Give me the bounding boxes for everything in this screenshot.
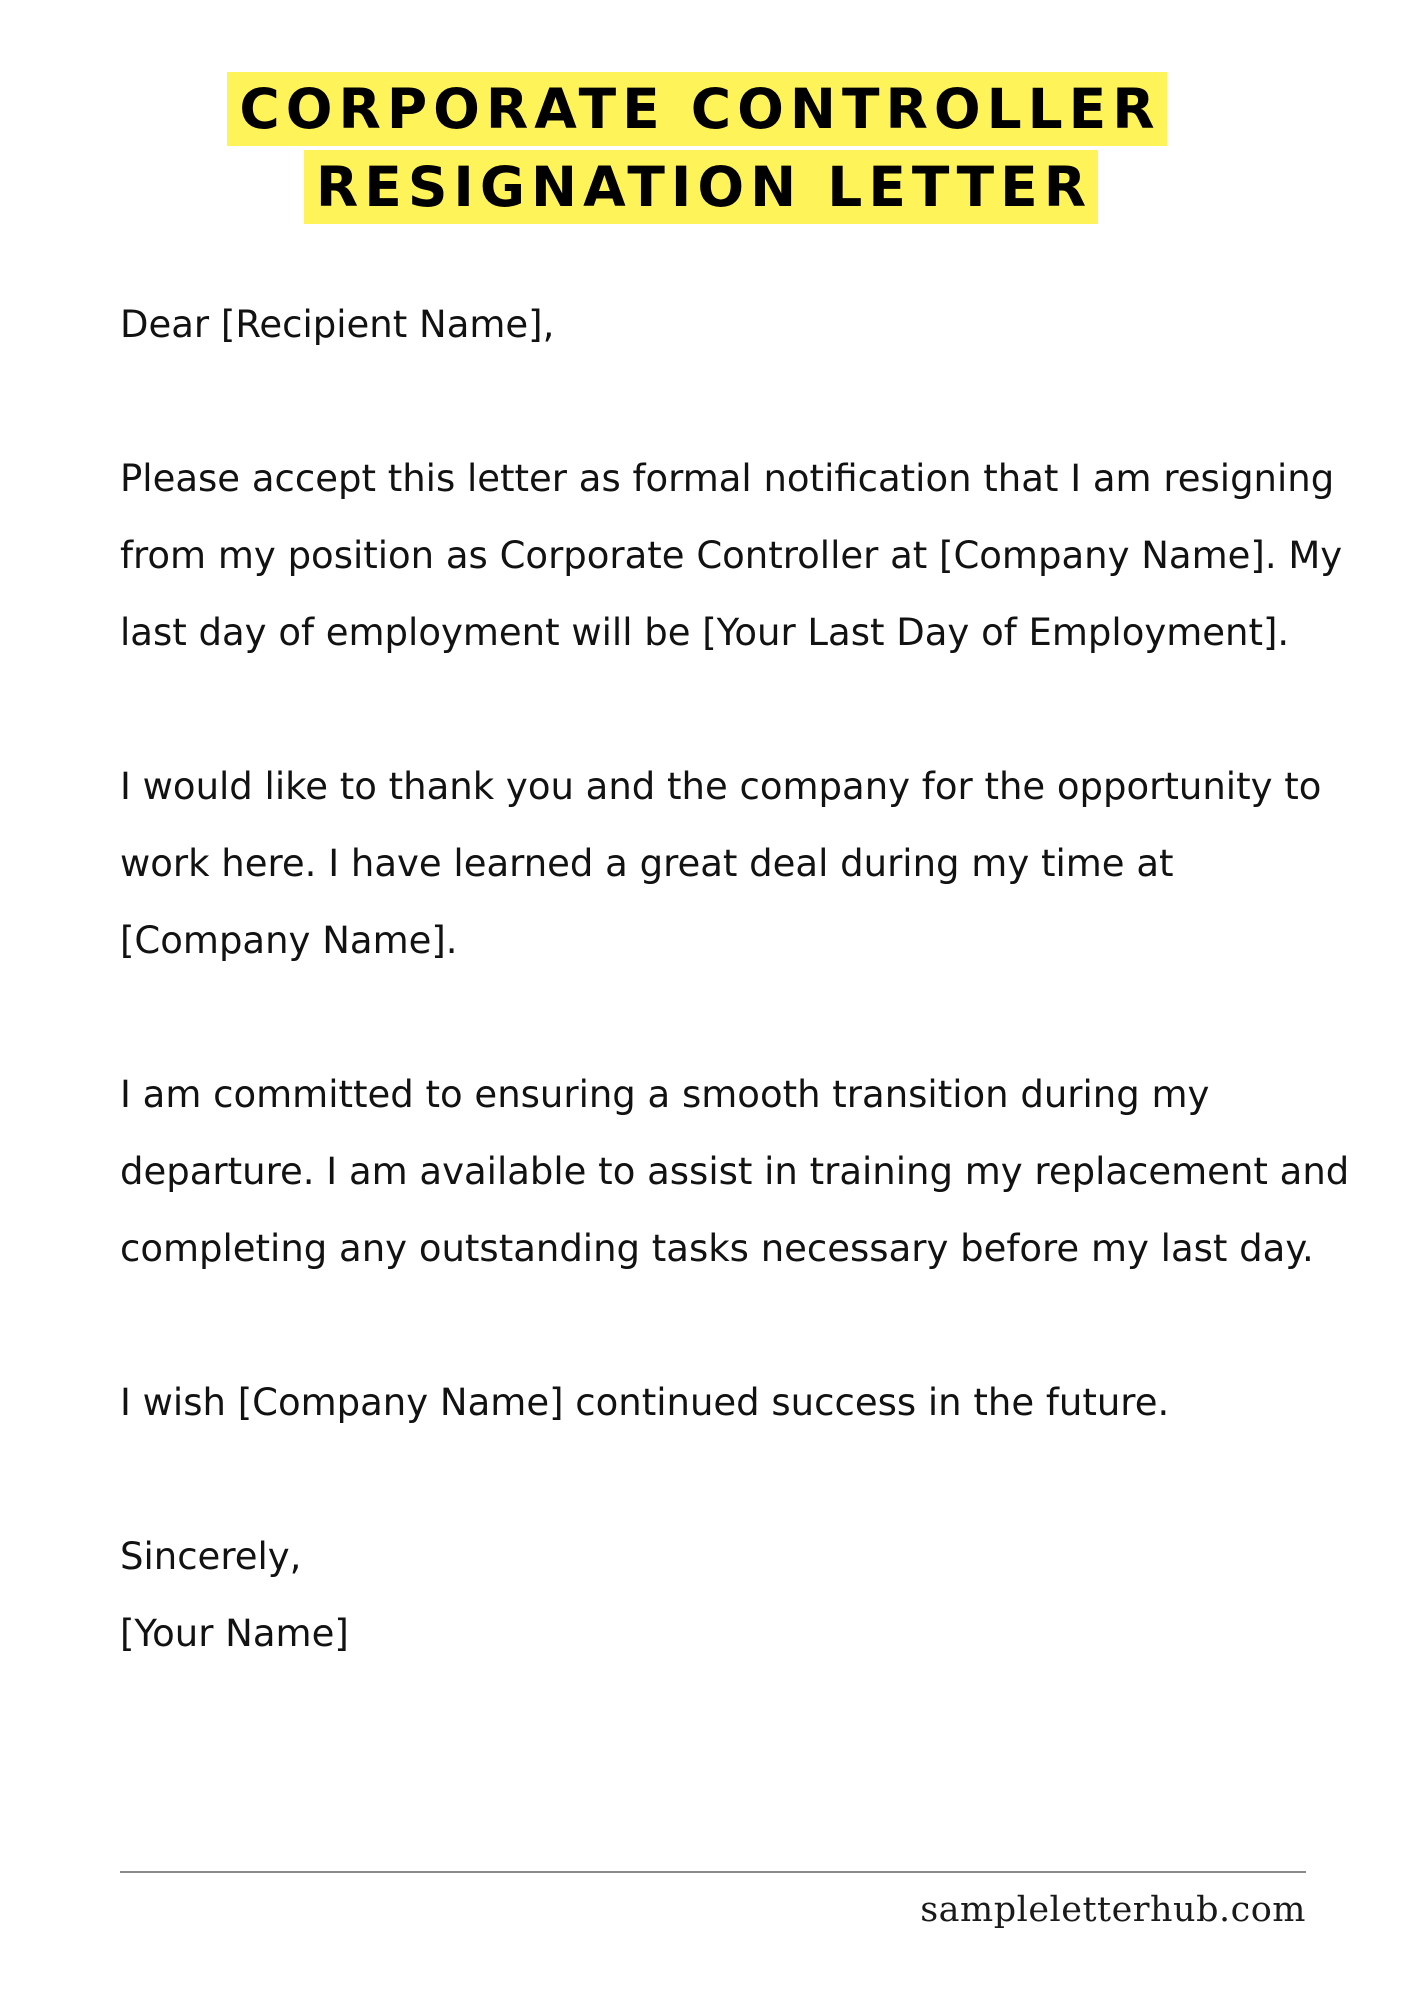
closing-block bbox=[120, 1518, 1350, 1672]
paragraph-notification: Please accept this letter as formal notification that I am resigning from my position as Corporate Controller at [Company Name]. My last day of employment will be [Your Last Day of Employment]. bbox=[120, 457, 1343, 654]
title-line-1: CORPORATE CONTROLLER bbox=[227, 72, 1166, 146]
paragraph-transition: I am committed to ensuring a smooth transition during my departure. I am available to assist in training my replacement and completing any outstanding tasks necessary before my last day. bbox=[120, 1073, 1350, 1270]
salutation: Dear [Recipient Name], bbox=[120, 303, 555, 346]
title-line-2: RESIGNATION LETTER bbox=[304, 150, 1098, 224]
footer-website: sampleletterhub.com bbox=[920, 1890, 1306, 1930]
letter-body bbox=[120, 286, 1350, 1672]
paragraph-thanks: I would like to thank you and the company for the opportunity to work here. I have learned a great deal during my time at [Company Name]. bbox=[120, 765, 1322, 962]
signature: [Your Name] bbox=[120, 1612, 349, 1655]
letter-title bbox=[0, 72, 1414, 224]
paragraph-wishes: I wish [Company Name] continued success in the future. bbox=[120, 1381, 1170, 1424]
closing: Sincerely, bbox=[120, 1535, 302, 1578]
footer-divider bbox=[120, 1871, 1306, 1873]
